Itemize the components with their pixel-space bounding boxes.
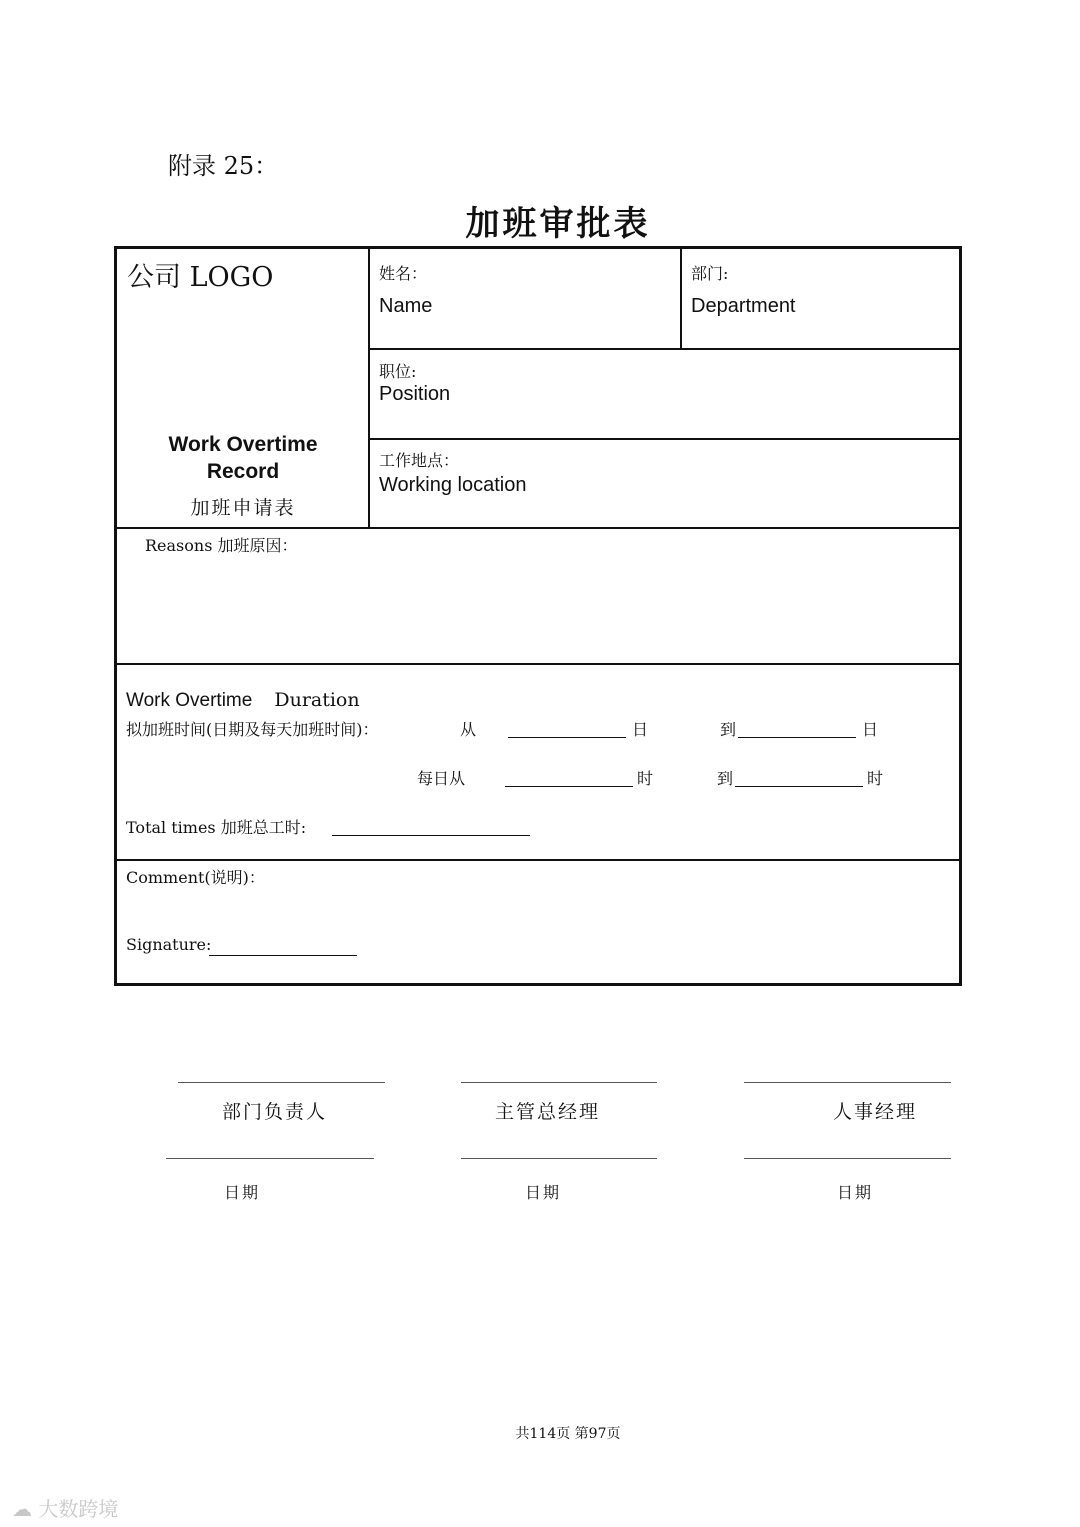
location-label-zh: 工作地点： xyxy=(379,451,460,470)
approval-3-date-label: 日期 xyxy=(837,1183,874,1202)
divider-row-1 xyxy=(368,348,962,350)
overtime-form xyxy=(114,246,962,986)
approval-2-role: 主管总经理 xyxy=(495,1101,601,1123)
approval-1-signature-line[interactable] xyxy=(178,1082,385,1083)
approval-3-role: 人事经理 xyxy=(833,1101,918,1123)
divider-row-2 xyxy=(368,438,962,440)
reasons-input-area[interactable] xyxy=(145,561,945,655)
department-field[interactable]: Department xyxy=(691,295,796,317)
daily-start-time-blank[interactable] xyxy=(505,786,633,787)
to-label: 到 xyxy=(720,720,737,739)
duration-heading-en-a: Work Overtime xyxy=(126,690,253,711)
daily-end-time-blank[interactable] xyxy=(735,786,863,787)
approval-2-signature-line[interactable] xyxy=(461,1082,657,1083)
divider-comment xyxy=(117,859,962,861)
start-day-unit: 日 xyxy=(632,720,649,739)
watermark-icon: ☁ xyxy=(12,1497,32,1521)
daily-from-label: 每日从 xyxy=(417,769,466,788)
company-logo-text: 公司 LOGO xyxy=(127,262,274,293)
watermark xyxy=(12,1493,118,1522)
position-label-zh: 职位: xyxy=(379,362,417,381)
record-title-zh: 加班申请表 xyxy=(190,497,296,519)
divider-reasons xyxy=(117,527,962,529)
from-label: 从 xyxy=(460,720,477,739)
watermark-text: 大数跨境 xyxy=(38,1497,119,1521)
daily-to-label: 到 xyxy=(717,769,734,788)
signature-label: Signature: xyxy=(126,935,212,954)
end-day-unit: 日 xyxy=(862,720,879,739)
approval-3-signature-line[interactable] xyxy=(744,1082,951,1083)
reasons-label: Reasons 加班原因： xyxy=(145,536,298,555)
daily-end-hour-unit: 时 xyxy=(867,769,884,788)
daily-start-hour-unit: 时 xyxy=(637,769,654,788)
signature-blank[interactable] xyxy=(209,955,357,956)
approval-1-role: 部门负责人 xyxy=(222,1101,328,1123)
duration-heading-en-b: Duration xyxy=(274,689,360,711)
position-field[interactable]: Position xyxy=(379,383,451,405)
name-field[interactable]: Name xyxy=(379,295,433,317)
approval-2-date-label: 日期 xyxy=(525,1183,562,1202)
record-title-en: Work Overtime Record xyxy=(168,433,318,483)
divider-duration xyxy=(117,663,962,665)
divider-name-department xyxy=(680,249,682,349)
approval-2-date-line[interactable] xyxy=(461,1158,657,1159)
location-field[interactable]: Working location xyxy=(379,474,527,496)
divider-logo-column xyxy=(368,249,370,528)
duration-heading-en xyxy=(126,689,360,712)
total-times-label: Total times 加班总工时: xyxy=(126,818,307,837)
end-date-blank[interactable] xyxy=(738,737,856,738)
duration-heading-zh: 拟加班时间(日期及每天加班时间)： xyxy=(126,720,379,739)
approval-1-date-label: 日期 xyxy=(224,1183,261,1202)
start-date-blank[interactable] xyxy=(508,737,626,738)
page-footer: 共114页 第97页 xyxy=(515,1426,621,1442)
department-label-zh: 部门: xyxy=(691,264,729,283)
name-label-zh: 姓名： xyxy=(379,264,428,283)
approval-3-date-line[interactable] xyxy=(744,1158,951,1159)
appendix-label: 附录 25： xyxy=(168,152,279,180)
comment-label: Comment(说明)： xyxy=(126,868,265,887)
total-times-blank[interactable] xyxy=(332,835,530,836)
page-title: 加班审批表 xyxy=(465,204,651,244)
approval-1-date-line[interactable] xyxy=(166,1158,374,1159)
